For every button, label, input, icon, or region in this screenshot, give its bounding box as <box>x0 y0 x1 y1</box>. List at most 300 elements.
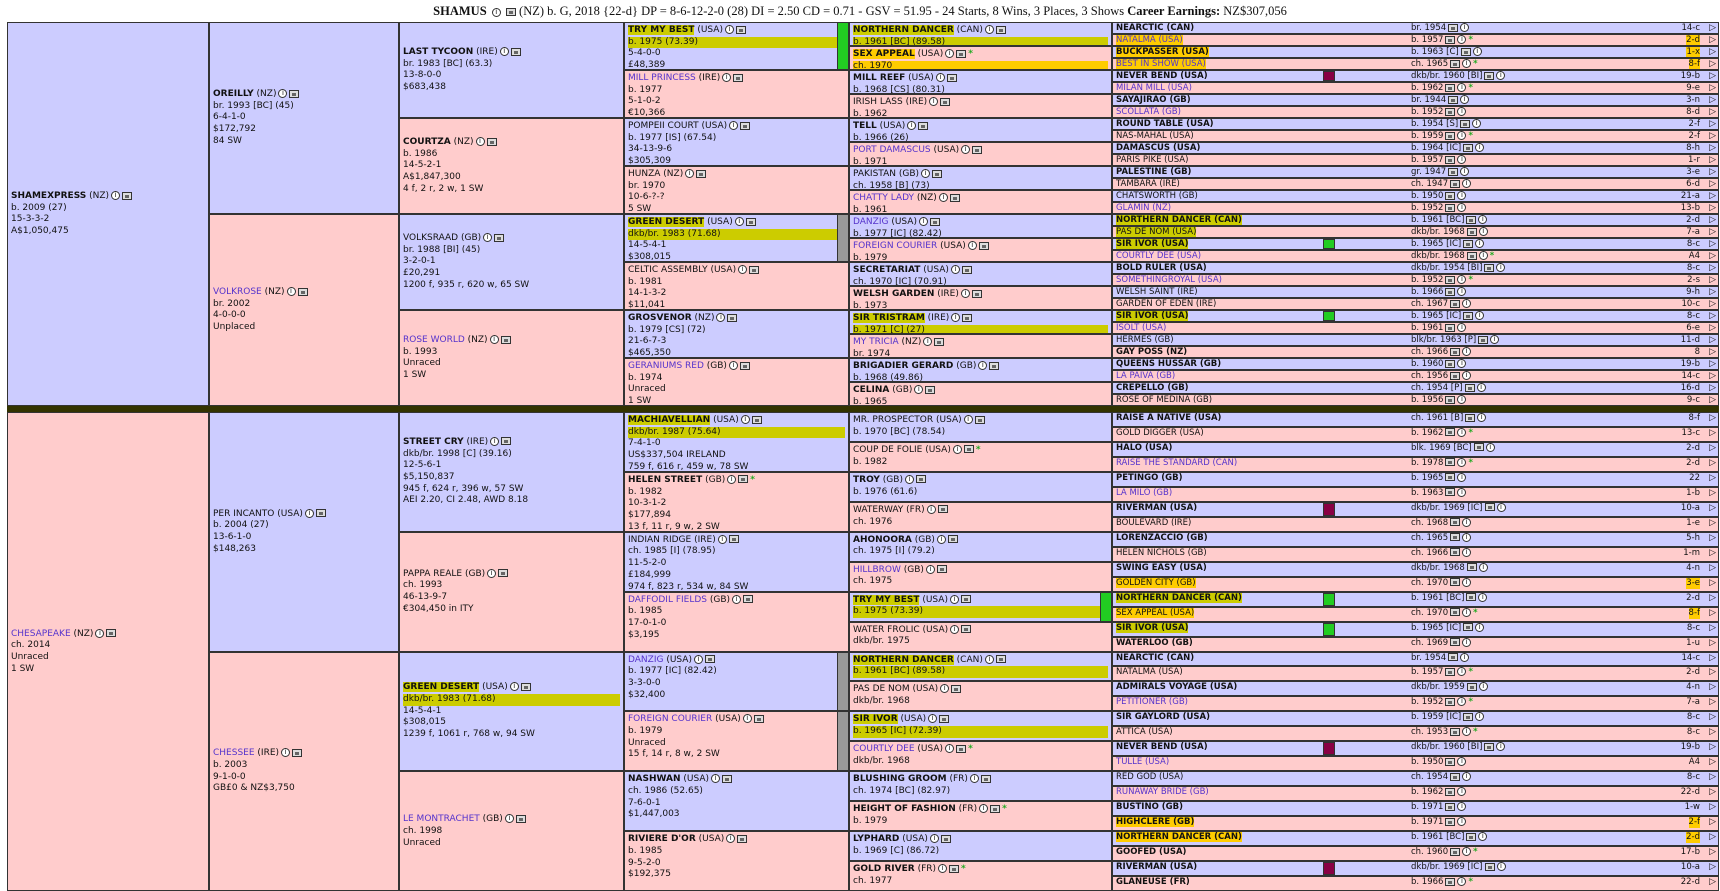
star-icon[interactable]: * <box>1473 847 1478 858</box>
expand-arrow-icon[interactable]: ▷ <box>1709 275 1716 285</box>
photo-icon[interactable] <box>733 74 743 82</box>
ancestor-name-link[interactable]: SIR IVOR <box>853 714 898 725</box>
photo-icon[interactable] <box>1445 288 1455 296</box>
photo-icon[interactable] <box>916 475 926 483</box>
info-icon[interactable]: i <box>961 289 970 298</box>
ancestor-name-link[interactable] <box>1116 335 1174 346</box>
info-icon[interactable]: i <box>905 475 914 484</box>
info-icon[interactable]: i <box>711 774 720 783</box>
ancestor-name-link[interactable]: NORTHERN DANCER <box>853 25 954 35</box>
photo-icon[interactable] <box>1445 36 1455 44</box>
ancestor-name-link[interactable]: BLUSHING GROOM <box>853 774 947 785</box>
ancestor-name-link[interactable]: COUP DE FOLIE <box>853 444 923 455</box>
photo-icon[interactable] <box>289 90 299 98</box>
ancestor-name-link[interactable]: AHONOORA <box>853 534 912 545</box>
info-icon[interactable]: i <box>1475 239 1484 248</box>
photo-icon[interactable] <box>932 170 942 178</box>
ancestor-name-link[interactable] <box>1116 35 1338 46</box>
info-icon[interactable]: i <box>1473 47 1482 56</box>
expand-arrow-icon[interactable]: ▷ <box>1709 802 1716 813</box>
expand-arrow-icon[interactable]: ▷ <box>1709 727 1716 738</box>
expand-arrow-icon[interactable]: ▷ <box>1709 71 1716 81</box>
photo-icon[interactable] <box>752 416 762 424</box>
star-icon[interactable]: * <box>1468 457 1473 468</box>
expand-arrow-icon[interactable]: ▷ <box>1709 577 1716 588</box>
expand-arrow-icon[interactable]: ▷ <box>1709 862 1716 873</box>
photo-icon[interactable] <box>941 835 951 843</box>
star-icon[interactable]: * <box>1468 667 1473 678</box>
photo-icon[interactable] <box>1445 156 1455 164</box>
expand-arrow-icon[interactable]: ▷ <box>1709 299 1716 309</box>
ancestor-name-link[interactable] <box>1116 179 1180 190</box>
expand-arrow-icon[interactable]: ▷ <box>1709 847 1716 858</box>
info-icon[interactable]: i <box>1457 203 1466 212</box>
photo-icon[interactable] <box>979 242 989 250</box>
ancestor-name-link[interactable] <box>1116 518 1191 529</box>
ancestor-name-link[interactable]: TRY MY BEST <box>628 25 695 35</box>
info-icon[interactable]: i <box>1457 488 1466 497</box>
ancestor-name-link[interactable]: TRY MY BEST <box>853 594 920 605</box>
expand-arrow-icon[interactable]: ▷ <box>1709 413 1716 423</box>
photo-icon[interactable] <box>722 775 732 783</box>
info-icon[interactable]: i <box>1497 862 1506 871</box>
info-icon[interactable]: i <box>1462 772 1471 781</box>
photo-icon[interactable] <box>1463 312 1473 320</box>
photo-icon[interactable] <box>964 445 974 453</box>
photo-icon[interactable] <box>1445 818 1455 826</box>
photo-icon[interactable] <box>1445 698 1455 706</box>
info-icon[interactable]: i <box>979 804 988 813</box>
ancestor-name-link[interactable]: STREET CRY <box>403 436 464 447</box>
ancestor-name-link[interactable]: SIR TRISTRAM <box>853 313 925 323</box>
info-icon[interactable]: i <box>914 385 923 394</box>
info-icon[interactable]: i <box>1457 473 1466 482</box>
info-icon[interactable]: i <box>968 241 977 250</box>
info-icon[interactable]: i <box>490 335 499 344</box>
expand-arrow-icon[interactable]: ▷ <box>1709 457 1716 468</box>
photo-icon[interactable] <box>1450 848 1460 856</box>
info-icon[interactable]: i <box>1457 757 1466 766</box>
ancestor-name-link[interactable] <box>1116 167 1191 178</box>
photo-icon[interactable] <box>1467 228 1477 236</box>
ancestor-name-link[interactable]: TELL <box>853 121 877 131</box>
info-icon[interactable]: i <box>1462 727 1471 736</box>
info-icon[interactable]: i <box>950 625 959 634</box>
photo-icon[interactable] <box>506 8 516 16</box>
info-icon[interactable]: i <box>929 97 938 106</box>
photo-icon[interactable] <box>1467 563 1477 571</box>
ancestor-name-link[interactable]: VOLKSRAAD <box>403 233 459 243</box>
expand-arrow-icon[interactable]: ▷ <box>1709 383 1716 393</box>
photo-icon[interactable] <box>749 266 759 274</box>
info-icon[interactable]: i <box>1457 287 1466 296</box>
info-icon[interactable]: i <box>938 864 947 873</box>
photo-icon[interactable] <box>961 595 971 603</box>
info-icon[interactable]: i <box>985 25 994 34</box>
star-icon[interactable]: * <box>750 474 755 485</box>
photo-icon[interactable] <box>948 535 958 543</box>
expand-arrow-icon[interactable]: ▷ <box>1709 107 1716 117</box>
ancestor-name-link[interactable]: MILL PRINCESS <box>628 73 696 83</box>
photo-icon[interactable] <box>934 338 944 346</box>
photo-icon[interactable] <box>292 749 302 757</box>
photo-icon[interactable] <box>1448 96 1458 104</box>
photo-icon[interactable] <box>501 336 511 344</box>
expand-arrow-icon[interactable]: ▷ <box>1709 697 1716 708</box>
info-icon[interactable]: i <box>950 595 959 604</box>
photo-icon[interactable] <box>1485 863 1495 871</box>
photo-icon[interactable] <box>754 715 764 723</box>
ancestor-name-link[interactable] <box>1116 263 1207 274</box>
expand-arrow-icon[interactable]: ▷ <box>1709 131 1716 141</box>
info-icon[interactable]: i <box>1457 191 1466 200</box>
info-icon[interactable]: i <box>278 89 287 98</box>
photo-icon[interactable] <box>1450 180 1460 188</box>
info-icon[interactable]: i <box>926 565 935 574</box>
ancestor-name-link[interactable]: RIVIERE D'OR <box>628 834 696 845</box>
ancestor-name-link[interactable]: HELEN STREET <box>628 474 703 485</box>
expand-arrow-icon[interactable]: ▷ <box>1709 427 1716 438</box>
info-icon[interactable]: i <box>923 337 932 346</box>
star-icon[interactable]: * <box>1489 251 1495 261</box>
info-icon[interactable]: i <box>1457 802 1466 811</box>
info-icon[interactable]: i <box>1457 787 1466 796</box>
ancestor-name-link[interactable] <box>1116 299 1216 310</box>
star-icon[interactable]: * <box>1473 607 1478 618</box>
expand-arrow-icon[interactable]: ▷ <box>1709 47 1716 57</box>
info-icon[interactable]: i <box>1479 563 1488 572</box>
photo-icon[interactable] <box>1445 458 1455 466</box>
info-icon[interactable]: i <box>1462 638 1471 647</box>
info-icon[interactable]: i <box>1475 712 1484 721</box>
ancestor-name-link[interactable] <box>1116 47 1338 58</box>
info-icon[interactable]: i <box>743 714 752 723</box>
info-icon[interactable]: i <box>738 265 747 274</box>
info-icon[interactable]: i <box>1460 167 1469 176</box>
photo-icon[interactable] <box>938 505 948 513</box>
info-icon[interactable]: i <box>1460 23 1469 32</box>
ancestor-name-link[interactable] <box>1116 533 1208 544</box>
ancestor-name-link[interactable]: POMPEII COURT <box>628 121 699 131</box>
photo-icon[interactable] <box>1467 252 1477 260</box>
info-icon[interactable]: i <box>951 313 960 322</box>
info-icon[interactable]: i <box>1496 742 1505 751</box>
photo-icon[interactable] <box>937 565 947 573</box>
photo-icon[interactable] <box>705 655 715 663</box>
ancestor-name-link[interactable]: PER INCANTO <box>213 508 275 519</box>
star-icon[interactable]: * <box>968 744 973 755</box>
ancestor-name-link[interactable] <box>1116 131 1194 142</box>
expand-arrow-icon[interactable]: ▷ <box>1709 607 1716 618</box>
photo-icon[interactable] <box>972 290 982 298</box>
info-icon[interactable]: i <box>305 509 314 518</box>
photo-icon[interactable] <box>956 50 966 58</box>
info-icon[interactable]: i <box>1462 608 1471 617</box>
ancestor-name-link[interactable]: ROSE WORLD <box>403 335 465 345</box>
ancestor-name-link[interactable] <box>1116 503 1197 514</box>
star-icon[interactable]: * <box>1002 804 1007 815</box>
photo-icon[interactable] <box>746 218 756 226</box>
ancestor-name-link[interactable]: COURTLY DEE <box>853 744 915 755</box>
info-icon[interactable]: i <box>1475 623 1484 632</box>
ancestor-name-link[interactable]: LYPHARD <box>853 834 900 845</box>
ancestor-name-link[interactable] <box>1116 107 1181 118</box>
info-icon[interactable]: i <box>940 684 949 693</box>
info-icon[interactable]: i <box>1486 443 1495 452</box>
info-icon[interactable]: i <box>1457 667 1466 676</box>
ancestor-name-link[interactable] <box>1116 395 1212 406</box>
ancestor-name-link[interactable]: LE MONTRACHET <box>403 814 480 825</box>
info-icon[interactable]: i <box>725 25 734 34</box>
star-icon[interactable]: * <box>1468 427 1473 438</box>
photo-icon[interactable] <box>1445 668 1455 676</box>
photo-icon[interactable] <box>498 569 508 577</box>
ancestor-name-link[interactable] <box>1116 191 1198 202</box>
info-icon[interactable]: i <box>287 287 296 296</box>
info-icon[interactable]: i <box>1475 143 1484 152</box>
ancestor-name-link[interactable]: LAST TYCOON <box>403 47 474 57</box>
photo-icon[interactable] <box>740 122 750 130</box>
expand-arrow-icon[interactable]: ▷ <box>1709 323 1716 333</box>
photo-icon[interactable] <box>1450 578 1460 586</box>
photo-icon[interactable] <box>316 509 326 517</box>
photo-icon[interactable] <box>1484 264 1494 272</box>
photo-icon[interactable] <box>1445 108 1455 116</box>
ancestor-name-link[interactable]: FOREIGN COURIER <box>628 714 713 725</box>
ancestor-name-link[interactable] <box>1116 563 1207 574</box>
expand-arrow-icon[interactable]: ▷ <box>1709 119 1716 129</box>
photo-icon[interactable] <box>1445 396 1455 404</box>
expand-arrow-icon[interactable]: ▷ <box>1709 532 1716 543</box>
expand-arrow-icon[interactable]: ▷ <box>1709 395 1716 405</box>
photo-icon[interactable] <box>975 416 985 424</box>
info-icon[interactable]: i <box>1462 518 1471 527</box>
info-icon[interactable]: i <box>1457 131 1466 140</box>
info-icon[interactable]: i <box>1457 359 1466 368</box>
info-icon[interactable]: i <box>1457 275 1466 284</box>
ancestor-name-link[interactable]: PAPPA REALE <box>403 568 463 579</box>
photo-icon[interactable] <box>1485 503 1495 511</box>
photo-icon[interactable] <box>736 26 746 34</box>
expand-arrow-icon[interactable]: ▷ <box>1709 787 1716 798</box>
photo-icon[interactable] <box>1450 60 1460 68</box>
info-icon[interactable]: i <box>1460 653 1469 662</box>
info-icon[interactable]: i <box>1457 877 1466 886</box>
photo-icon[interactable] <box>737 835 747 843</box>
ancestor-name-link[interactable]: CHESSEE <box>213 748 255 759</box>
ancestor-name-link[interactable]: PAS DE NOM <box>853 684 910 695</box>
photo-icon[interactable] <box>1450 728 1460 736</box>
ancestor-name-link[interactable]: WATER FROLIC <box>853 624 920 635</box>
expand-arrow-icon[interactable]: ▷ <box>1709 335 1716 345</box>
photo-icon[interactable] <box>1445 204 1455 212</box>
ancestor-name-link[interactable]: IRISH LASS <box>853 97 903 107</box>
star-icon[interactable]: * <box>961 864 966 875</box>
ancestor-name-link[interactable]: GOLD RIVER <box>853 864 915 875</box>
ancestor-name-link[interactable] <box>1116 227 1338 238</box>
info-icon[interactable]: i <box>1457 83 1466 92</box>
expand-arrow-icon[interactable]: ▷ <box>1709 517 1716 528</box>
photo-icon[interactable] <box>1445 360 1455 368</box>
expand-arrow-icon[interactable]: ▷ <box>1709 502 1716 513</box>
photo-icon[interactable] <box>930 218 940 226</box>
photo-icon[interactable] <box>1484 72 1494 80</box>
star-icon[interactable]: * <box>1468 35 1473 45</box>
ancestor-name-link[interactable] <box>1116 347 1187 358</box>
ancestor-name-link[interactable] <box>1116 458 1237 469</box>
ancestor-name-link[interactable] <box>1116 275 1222 286</box>
info-icon[interactable]: i <box>741 415 750 424</box>
ancestor-name-link[interactable] <box>1116 383 1189 394</box>
photo-icon[interactable] <box>1463 144 1473 152</box>
info-icon[interactable]: i <box>1479 682 1488 691</box>
ancestor-name-link[interactable]: FOREIGN COURIER <box>853 241 938 251</box>
info-icon[interactable]: i <box>729 361 738 370</box>
photo-icon[interactable] <box>940 98 950 106</box>
info-icon[interactable]: i <box>281 748 290 757</box>
photo-icon[interactable] <box>1445 428 1455 436</box>
info-icon[interactable]: i <box>1457 697 1466 706</box>
ancestor-name-link[interactable] <box>1116 215 1338 226</box>
expand-arrow-icon[interactable]: ▷ <box>1709 772 1716 783</box>
ancestor-name-link[interactable] <box>1116 877 1190 888</box>
info-icon[interactable]: i <box>1462 179 1471 188</box>
photo-icon[interactable] <box>990 805 1000 813</box>
photo-icon[interactable] <box>961 625 971 633</box>
info-icon[interactable]: i <box>729 121 738 130</box>
expand-arrow-icon[interactable]: ▷ <box>1709 622 1716 633</box>
info-icon[interactable]: i <box>1462 578 1471 587</box>
photo-icon[interactable] <box>996 26 1006 34</box>
ancestor-name-link[interactable] <box>1116 83 1192 94</box>
ancestor-name-link[interactable] <box>1116 59 1338 70</box>
photo-icon[interactable] <box>1465 414 1475 422</box>
ancestor-name-link[interactable] <box>1116 593 1338 604</box>
info-icon[interactable]: i <box>1457 817 1466 826</box>
photo-icon[interactable] <box>1445 276 1455 284</box>
expand-arrow-icon[interactable]: ▷ <box>1709 592 1716 603</box>
info-icon[interactable]: i <box>985 655 994 664</box>
expand-arrow-icon[interactable]: ▷ <box>1709 472 1716 483</box>
photo-icon[interactable] <box>1445 758 1455 766</box>
expand-arrow-icon[interactable]: ▷ <box>1709 371 1716 381</box>
expand-arrow-icon[interactable]: ▷ <box>1709 239 1716 249</box>
ancestor-name-link[interactable] <box>1116 832 1338 843</box>
photo-icon[interactable] <box>996 655 1006 663</box>
photo-icon[interactable] <box>1445 84 1455 92</box>
photo-icon[interactable] <box>1450 548 1460 556</box>
photo-icon[interactable] <box>981 775 991 783</box>
expand-arrow-icon[interactable]: ▷ <box>1709 203 1716 213</box>
info-icon[interactable]: i <box>945 49 954 58</box>
expand-arrow-icon[interactable]: ▷ <box>1709 167 1716 177</box>
photo-icon[interactable] <box>743 595 753 603</box>
photo-icon[interactable] <box>511 48 521 56</box>
expand-arrow-icon[interactable]: ▷ <box>1709 817 1716 828</box>
ancestor-name-link[interactable] <box>1116 787 1209 798</box>
ancestor-name-link[interactable]: TROY <box>853 474 880 485</box>
ancestor-name-link[interactable]: SECRETARIAT <box>853 265 921 275</box>
info-icon[interactable]: i <box>492 8 501 17</box>
info-icon[interactable]: i <box>937 535 946 544</box>
ancestor-name-link[interactable] <box>1116 251 1201 262</box>
photo-icon[interactable] <box>1465 384 1475 392</box>
expand-arrow-icon[interactable]: ▷ <box>1709 877 1716 888</box>
ancestor-name-link[interactable]: BRIGADIER GERARD <box>853 361 954 371</box>
info-icon[interactable]: i <box>487 569 496 578</box>
info-icon[interactable]: i <box>1496 263 1505 272</box>
ancestor-name-link[interactable]: DANZIG <box>628 654 664 665</box>
info-icon[interactable]: i <box>961 145 970 154</box>
expand-arrow-icon[interactable]: ▷ <box>1709 143 1716 153</box>
ancestor-name-link[interactable] <box>1116 239 1338 250</box>
star-icon[interactable]: * <box>1468 131 1473 141</box>
expand-arrow-icon[interactable]: ▷ <box>1709 287 1716 297</box>
info-icon[interactable]: i <box>919 217 928 226</box>
photo-icon[interactable] <box>729 535 739 543</box>
ancestor-name-link[interactable]: VOLKROSE <box>213 287 262 297</box>
info-icon[interactable]: i <box>978 361 987 370</box>
ancestor-name-link[interactable] <box>1116 155 1188 166</box>
ancestor-name-link[interactable]: GERANIUMS RED <box>628 361 704 371</box>
photo-icon[interactable] <box>122 192 132 200</box>
ancestor-name-link[interactable] <box>1116 817 1338 828</box>
info-icon[interactable]: i <box>727 475 736 484</box>
photo-icon[interactable] <box>1445 788 1455 796</box>
ancestor-name-link[interactable]: SEX APPEAL <box>853 49 915 59</box>
photo-icon[interactable] <box>1466 593 1476 601</box>
ancestor-name-link[interactable] <box>1116 287 1198 298</box>
expand-arrow-icon[interactable]: ▷ <box>1709 487 1716 498</box>
ancestor-name-link[interactable] <box>1116 71 1208 82</box>
info-icon[interactable]: i <box>907 121 916 130</box>
photo-icon[interactable] <box>1445 192 1455 200</box>
ancestor-name-link[interactable]: MACHIAVELLIAN <box>628 415 711 425</box>
photo-icon[interactable] <box>962 266 972 274</box>
photo-icon[interactable] <box>521 683 531 691</box>
expand-arrow-icon[interactable]: ▷ <box>1709 757 1716 768</box>
expand-arrow-icon[interactable]: ▷ <box>1709 442 1716 453</box>
info-icon[interactable]: i <box>930 834 939 843</box>
info-icon[interactable]: i <box>111 191 120 200</box>
photo-icon[interactable] <box>918 122 928 130</box>
photo-icon[interactable] <box>1466 216 1476 224</box>
star-icon[interactable]: * <box>1473 727 1478 738</box>
info-icon[interactable]: i <box>1457 428 1466 437</box>
info-icon[interactable]: i <box>1462 299 1471 308</box>
expand-arrow-icon[interactable]: ▷ <box>1709 682 1716 693</box>
ancestor-name-link[interactable] <box>1116 119 1214 130</box>
info-icon[interactable]: i <box>1462 847 1471 856</box>
ancestor-name-link[interactable] <box>1116 772 1183 783</box>
ancestor-name-link[interactable] <box>1116 802 1183 813</box>
ancestor-name-link[interactable] <box>1116 638 1193 649</box>
info-icon[interactable]: i <box>1478 832 1487 841</box>
info-icon[interactable]: i <box>1457 155 1466 164</box>
ancestor-name-link[interactable] <box>1116 548 1207 559</box>
photo-icon[interactable] <box>1450 348 1460 356</box>
info-icon[interactable]: i <box>970 774 979 783</box>
expand-arrow-icon[interactable]: ▷ <box>1709 712 1716 723</box>
photo-icon[interactable] <box>939 715 949 723</box>
expand-arrow-icon[interactable]: ▷ <box>1709 667 1716 678</box>
photo-icon[interactable] <box>1450 533 1460 541</box>
photo-icon[interactable] <box>1448 653 1458 661</box>
ancestor-name-link[interactable] <box>1116 443 1172 454</box>
expand-arrow-icon[interactable]: ▷ <box>1709 359 1716 369</box>
star-icon[interactable]: * <box>1468 275 1473 285</box>
expand-arrow-icon[interactable]: ▷ <box>1709 83 1716 93</box>
